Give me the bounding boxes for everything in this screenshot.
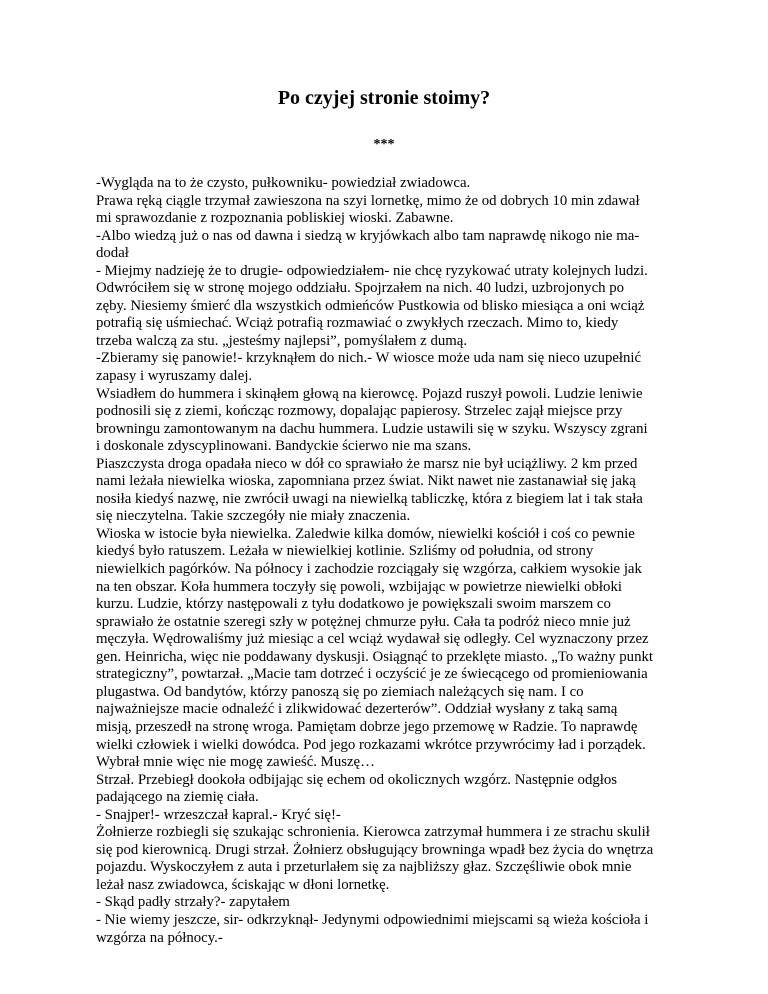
- text-line: i doskonale zdyscyplinowani. Bandyckie ścierwo nie ma szans.: [96, 438, 472, 455]
- text-line: najważniejsze macie odnaleźć i zlikwidować dezerterów”. Oddział wysłany z taką samą: [96, 701, 618, 718]
- text-line: męczyła. Wędrowaliśmy już miesiąc a cel wciąż wydawał się odległy. Cel wyznaczony przez: [96, 631, 649, 648]
- document-title: Po czyjej stronie stoimy?: [277, 87, 491, 109]
- text-line: leżał nasz zwiadowca, ściskając w dłoni lornetkę.: [96, 876, 390, 893]
- text-line: Odwróciłem się w stronę mojego oddziału. Spojrzałem na nich. 40 ludzi, uzbrojonych po: [96, 280, 625, 297]
- text-line: sprawiało że ostatnie szeregi szły w potężnej chmurze pyłu. Cała ta podróż nieco mnie już: [96, 613, 631, 630]
- text-line: zapasy i wyruszamy dalej.: [96, 368, 253, 385]
- text-line: Wioska w istocie była niewielka. Zaledwie kilka domów, niewielki kościół i coś co pewnie: [96, 525, 635, 542]
- text-line: Wsiadłem do hummera i skinąłem głową na kierowcę. Pojazd ruszył powoli. Ludzie leniwie: [96, 385, 643, 402]
- text-line: Wybrał mnie więc nie mogę zawieść. Muszę…: [96, 754, 375, 771]
- text-line: browningu zamontowanym na dachu hummera. Ludzie ustawili się w szyku. Wszyscy zgrani: [96, 420, 648, 437]
- text-line: plugastwa. Od bandytów, którzy panoszą się po ziemiach należących się nam. I co: [96, 683, 584, 700]
- text-line: strategiczny”, powtarzał. „Macie tam dotrzeć i oczyścić je ze świecącego od promieniowania: [96, 666, 648, 683]
- text-line: kurzu. Ludzie, którzy następowali z tyłu dodatkowo je powiększali swoim marszem co: [96, 596, 611, 613]
- text-line: się nieczytelna. Takie szczegóły nie miały znaczenia.: [96, 508, 411, 525]
- text-line: kiedyś było ratuszem. Leżała w niewielkiej kotlinie. Szliśmy od południa, od strony: [96, 543, 594, 560]
- text-line: niewielkich pagórków. Na północy i zachodzie rozciągały się wzgórza, całkiem wysokie jak: [96, 561, 642, 578]
- text-line: na ten obszar. Koła hummera toczyły się powoli, wzbijając w powietrze niewielki obłoki: [96, 578, 622, 595]
- text-line: misją, przeszedł na stronę wroga. Pamiętam dobrze jego przemowę w Radzie. To naprawdę: [96, 718, 638, 735]
- text-line: mi sprawozdanie z rozpoznania pobliskiej wioski. Zabawne.: [96, 210, 454, 227]
- section-separator: ***: [373, 137, 395, 152]
- text-line: nosiła kiedyś nazwę, nie zwrócił uwagi na niewielką tabliczkę, która z biegiem lat i tak stała: [96, 490, 643, 507]
- text-line: -Wygląda na to że czysto, pułkowniku- powiedział zwiadowca.: [96, 175, 471, 191]
- text-line: - Miejmy nadzieję że to drugie- odpowiedziałem- nie chcę ryzykować utraty kolejnych ludzi.: [96, 262, 648, 279]
- text-line: Strzał. Przebiegł dookoła odbijając się echem od okolicznych wzgórz. Następnie odgłos: [96, 771, 618, 788]
- text-line: gen. Heinricha, więc nie poddawany dyskusji. Osiągnąć to przeklęte miasto. „To ważny punkt: [96, 648, 653, 665]
- text-line: Prawa ręką ciągle trzymał zawieszona na szyi lornetkę, mimo że od dobrych 10 min zdawał: [96, 192, 640, 209]
- story-body: [96, 175, 686, 947]
- text-line: -Albo wiedzą już o nas od dawna i siedzą w kryjówkach albo tam naprawdę nikogo nie ma-: [96, 227, 640, 244]
- text-line: padającego na ziemię ciała.: [96, 789, 259, 806]
- text-line: -Zbieramy się panowie!- krzyknąłem do nich.- W wiosce może uda nam się nieco uzupełnić: [96, 350, 642, 367]
- text-line: Żołnierze rozbiegli się szukając schronienia. Kierowca zatrzymał hummera i ze strachu skulił: [96, 824, 650, 841]
- text-line: potrafią się uśmiechać. Wciąż potrafią rozmawiać o zwykłych rzeczach. Mimo to, kiedy: [96, 315, 619, 332]
- text-line: - Nie wiemy jeszcze, sir- odkrzyknął- Jedynymi odpowiednimi miejscami są wieża kościoła i: [96, 911, 649, 928]
- text-line: wzgórza na północy.-: [96, 929, 223, 946]
- text-line: - Snajper!- wrzeszczał kapral.- Kryć się!-: [96, 806, 341, 823]
- text-line: Piaszczysta droga opadała nieco w dół co sprawiało że marsz nie był uciążliwy. 2 km przed: [96, 455, 638, 472]
- text-line: - Skąd padły strzały?- zapytałem: [96, 894, 290, 911]
- text-line: się pod kierownicą. Drugi strzał. Żołnierz obsługujący browninga wpadł bez życia do wnętrza: [96, 841, 654, 858]
- text-line: pojazdu. Wyskoczyłem z auta i przeturlałem się za najbliższy głaz. Szczęśliwie obok mnie: [96, 859, 632, 876]
- text-line: trzeba walczą za stu. „jesteśmy najlepsi”, pomyślałem z dumą.: [96, 332, 468, 349]
- text-line: wielki człowiek i wielki dowódca. Pod jego rozkazami wkrótce przywrócimy ład i porządek.: [96, 736, 646, 753]
- text-line: nami leżała niewielka wioska, zapomniana przez świat. Nikt nawet nie zastanawiał się jaką: [96, 473, 636, 490]
- text-line: dodał: [96, 245, 129, 262]
- text-line: podnosili się z ziemi, kończąc rozmowy, dopalając papierosy. Strzelec zajął miejsce przy: [96, 403, 623, 420]
- text-line: zęby. Niesiemy śmierć dla wszystkich odmieńców Pustkowia od blisko miesiąca a oni wciąż: [96, 297, 645, 314]
